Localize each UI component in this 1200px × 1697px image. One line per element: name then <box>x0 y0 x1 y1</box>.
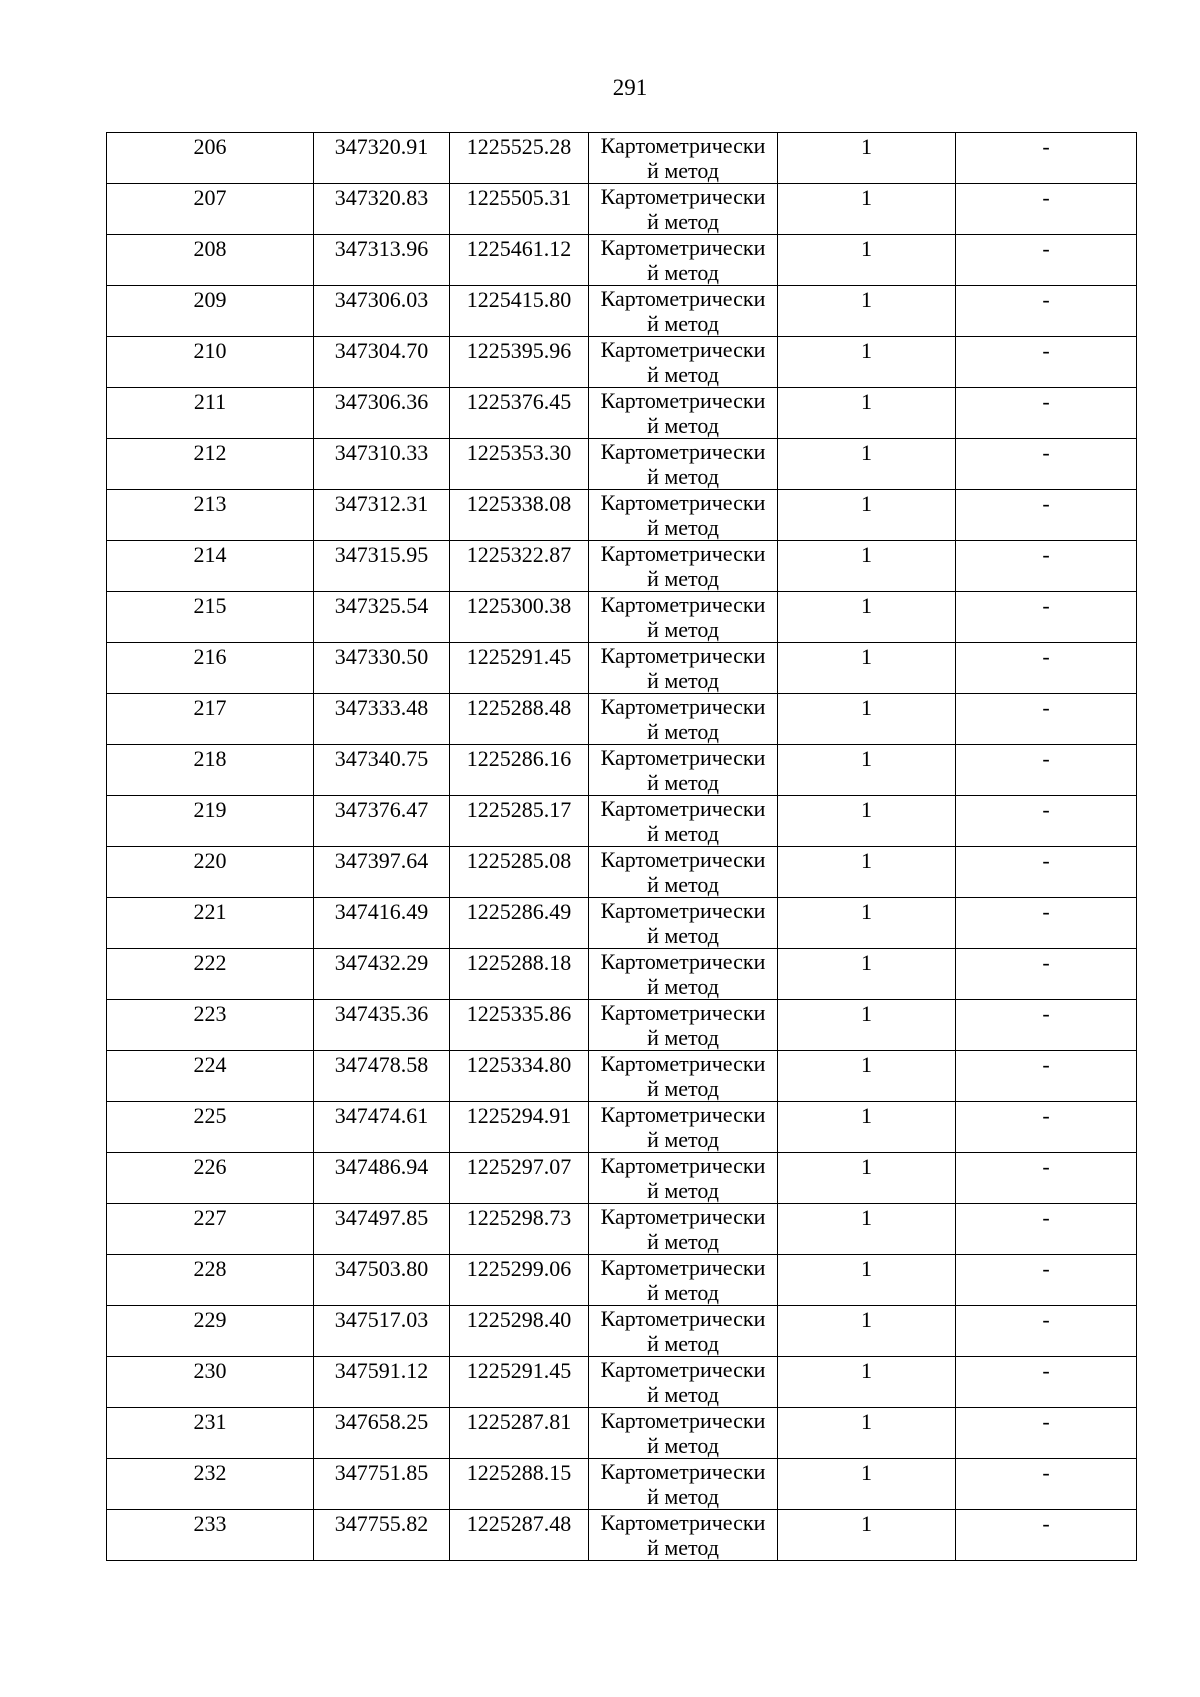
description-cell: - <box>956 643 1137 694</box>
precision-cell: 1 <box>778 1051 956 1102</box>
point-number-cell: 206 <box>107 133 314 184</box>
table-row <box>107 592 1137 643</box>
table-row <box>107 898 1137 949</box>
method-cell <box>589 847 778 898</box>
method-text-line-1: Картометрически <box>600 184 766 209</box>
description-cell: - <box>956 235 1137 286</box>
x-coordinate-cell: 347306.03 <box>314 286 450 337</box>
y-coordinate-cell: 1225288.18 <box>450 949 589 1000</box>
description-cell: - <box>956 184 1137 235</box>
method-text-line-2: й метод <box>647 158 719 183</box>
point-number-cell: 216 <box>107 643 314 694</box>
precision-cell: 1 <box>778 694 956 745</box>
x-coordinate-cell: 347397.64 <box>314 847 450 898</box>
description-cell: - <box>956 1102 1137 1153</box>
description-cell: - <box>956 490 1137 541</box>
method-text-line-1: Картометрически <box>600 1000 766 1025</box>
y-coordinate-cell: 1225334.80 <box>450 1051 589 1102</box>
y-coordinate-cell: 1225505.31 <box>450 184 589 235</box>
point-number-cell: 224 <box>107 1051 314 1102</box>
y-coordinate-cell: 1225298.40 <box>450 1306 589 1357</box>
description-cell: - <box>956 133 1137 184</box>
precision-cell: 1 <box>778 184 956 235</box>
table-row <box>107 388 1137 439</box>
x-coordinate-cell: 347751.85 <box>314 1459 450 1510</box>
x-coordinate-cell: 347474.61 <box>314 1102 450 1153</box>
table-row <box>107 541 1137 592</box>
y-coordinate-cell: 1225286.16 <box>450 745 589 796</box>
method-cell <box>589 439 778 490</box>
y-coordinate-cell: 1225353.30 <box>450 439 589 490</box>
precision-cell: 1 <box>778 133 956 184</box>
method-text-line-2: й метод <box>647 1076 719 1101</box>
method-text-line-1: Картометрически <box>600 796 766 821</box>
method-cell <box>589 337 778 388</box>
y-coordinate-cell: 1225286.49 <box>450 898 589 949</box>
y-coordinate-cell: 1225298.73 <box>450 1204 589 1255</box>
y-coordinate-cell: 1225288.48 <box>450 694 589 745</box>
method-text-line-1: Картометрически <box>600 235 766 260</box>
table-row <box>107 490 1137 541</box>
method-text-line-2: й метод <box>647 821 719 846</box>
x-coordinate-cell: 347310.33 <box>314 439 450 490</box>
method-cell <box>589 1204 778 1255</box>
method-cell <box>589 388 778 439</box>
method-text-line-1: Картометрически <box>600 847 766 872</box>
description-cell: - <box>956 796 1137 847</box>
method-text-line-2: й метод <box>647 1127 719 1152</box>
method-text-line-1: Картометрически <box>600 949 766 974</box>
point-number-cell: 212 <box>107 439 314 490</box>
method-text-line-1: Картометрически <box>600 1357 766 1382</box>
precision-cell: 1 <box>778 286 956 337</box>
method-text-line-2: й метод <box>647 515 719 540</box>
x-coordinate-cell: 347497.85 <box>314 1204 450 1255</box>
point-number-cell: 208 <box>107 235 314 286</box>
y-coordinate-cell: 1225288.15 <box>450 1459 589 1510</box>
method-cell <box>589 949 778 1000</box>
table-body <box>107 133 1137 1561</box>
table-row <box>107 1306 1137 1357</box>
precision-cell: 1 <box>778 337 956 388</box>
method-text-line-1: Картометрически <box>600 388 766 413</box>
method-text-line-2: й метод <box>647 974 719 999</box>
method-text-line-1: Картометрически <box>600 1102 766 1127</box>
x-coordinate-cell: 347416.49 <box>314 898 450 949</box>
precision-cell: 1 <box>778 949 956 1000</box>
y-coordinate-cell: 1225525.28 <box>450 133 589 184</box>
precision-cell: 1 <box>778 235 956 286</box>
description-cell: - <box>956 1000 1137 1051</box>
x-coordinate-cell: 347320.83 <box>314 184 450 235</box>
method-text-line-2: й метод <box>647 1025 719 1050</box>
method-text-line-2: й метод <box>647 770 719 795</box>
y-coordinate-cell: 1225291.45 <box>450 643 589 694</box>
y-coordinate-cell: 1225415.80 <box>450 286 589 337</box>
method-cell <box>589 592 778 643</box>
x-coordinate-cell: 347376.47 <box>314 796 450 847</box>
precision-cell: 1 <box>778 1459 956 1510</box>
method-text-line-1: Картометрически <box>600 1204 766 1229</box>
method-cell <box>589 694 778 745</box>
description-cell: - <box>956 1408 1137 1459</box>
x-coordinate-cell: 347340.75 <box>314 745 450 796</box>
y-coordinate-cell: 1225285.08 <box>450 847 589 898</box>
x-coordinate-cell: 347503.80 <box>314 1255 450 1306</box>
description-cell: - <box>956 745 1137 796</box>
y-coordinate-cell: 1225376.45 <box>450 388 589 439</box>
method-text-line-2: й метод <box>647 1433 719 1458</box>
x-coordinate-cell: 347591.12 <box>314 1357 450 1408</box>
method-cell <box>589 541 778 592</box>
x-coordinate-cell: 347315.95 <box>314 541 450 592</box>
point-number-cell: 231 <box>107 1408 314 1459</box>
x-coordinate-cell: 347658.25 <box>314 1408 450 1459</box>
method-text-line-1: Картометрически <box>600 1459 766 1484</box>
table-row <box>107 1510 1137 1561</box>
point-number-cell: 215 <box>107 592 314 643</box>
method-cell <box>589 1306 778 1357</box>
method-cell <box>589 286 778 337</box>
method-text-line-1: Картометрически <box>600 1510 766 1535</box>
point-number-cell: 221 <box>107 898 314 949</box>
precision-cell: 1 <box>778 388 956 439</box>
point-number-cell: 233 <box>107 1510 314 1561</box>
method-text-line-2: й метод <box>647 719 719 744</box>
precision-cell: 1 <box>778 1408 956 1459</box>
x-coordinate-cell: 347486.94 <box>314 1153 450 1204</box>
point-number-cell: 230 <box>107 1357 314 1408</box>
x-coordinate-cell: 347304.70 <box>314 337 450 388</box>
method-text-line-1: Картометрически <box>600 643 766 668</box>
x-coordinate-cell: 347320.91 <box>314 133 450 184</box>
precision-cell: 1 <box>778 1102 956 1153</box>
point-number-cell: 219 <box>107 796 314 847</box>
table-row <box>107 1000 1137 1051</box>
description-cell: - <box>956 1510 1137 1561</box>
table-row <box>107 1357 1137 1408</box>
method-text-line-1: Картометрически <box>600 1306 766 1331</box>
table-row <box>107 1204 1137 1255</box>
method-text-line-2: й метод <box>647 1535 719 1560</box>
y-coordinate-cell: 1225335.86 <box>450 1000 589 1051</box>
description-cell: - <box>956 1357 1137 1408</box>
method-text-line-2: й метод <box>647 617 719 642</box>
table-row <box>107 1051 1137 1102</box>
table-row <box>107 847 1137 898</box>
description-cell: - <box>956 286 1137 337</box>
method-text-line-2: й метод <box>647 923 719 948</box>
method-cell <box>589 1102 778 1153</box>
description-cell: - <box>956 541 1137 592</box>
method-text-line-2: й метод <box>647 1382 719 1407</box>
coordinates-table <box>106 132 1137 1561</box>
point-number-cell: 222 <box>107 949 314 1000</box>
y-coordinate-cell: 1225287.48 <box>450 1510 589 1561</box>
description-cell: - <box>956 1204 1137 1255</box>
description-cell: - <box>956 388 1137 439</box>
method-text-line-1: Картометрически <box>600 337 766 362</box>
method-cell <box>589 796 778 847</box>
point-number-cell: 207 <box>107 184 314 235</box>
method-text-line-1: Картометрически <box>600 898 766 923</box>
method-cell <box>589 1000 778 1051</box>
method-text-line-2: й метод <box>647 1229 719 1254</box>
table-row <box>107 133 1137 184</box>
description-cell: - <box>956 898 1137 949</box>
y-coordinate-cell: 1225338.08 <box>450 490 589 541</box>
y-coordinate-cell: 1225299.06 <box>450 1255 589 1306</box>
description-cell: - <box>956 439 1137 490</box>
x-coordinate-cell: 347435.36 <box>314 1000 450 1051</box>
method-cell <box>589 1255 778 1306</box>
precision-cell: 1 <box>778 490 956 541</box>
point-number-cell: 229 <box>107 1306 314 1357</box>
precision-cell: 1 <box>778 592 956 643</box>
method-text-line-2: й метод <box>647 362 719 387</box>
method-text-line-2: й метод <box>647 1484 719 1509</box>
method-cell <box>589 1153 778 1204</box>
method-text-line-2: й метод <box>647 209 719 234</box>
table-row <box>107 694 1137 745</box>
table-row <box>107 184 1137 235</box>
point-number-cell: 218 <box>107 745 314 796</box>
x-coordinate-cell: 347432.29 <box>314 949 450 1000</box>
method-text-line-1: Картометрически <box>600 490 766 515</box>
method-cell <box>589 1510 778 1561</box>
method-text-line-1: Картометрически <box>600 1408 766 1433</box>
method-cell <box>589 133 778 184</box>
precision-cell: 1 <box>778 1000 956 1051</box>
x-coordinate-cell: 347755.82 <box>314 1510 450 1561</box>
method-cell <box>589 643 778 694</box>
x-coordinate-cell: 347312.31 <box>314 490 450 541</box>
x-coordinate-cell: 347333.48 <box>314 694 450 745</box>
point-number-cell: 214 <box>107 541 314 592</box>
method-cell <box>589 235 778 286</box>
table-row <box>107 1153 1137 1204</box>
precision-cell: 1 <box>778 439 956 490</box>
x-coordinate-cell: 347306.36 <box>314 388 450 439</box>
point-number-cell: 209 <box>107 286 314 337</box>
y-coordinate-cell: 1225291.45 <box>450 1357 589 1408</box>
table-row <box>107 745 1137 796</box>
point-number-cell: 232 <box>107 1459 314 1510</box>
precision-cell: 1 <box>778 745 956 796</box>
y-coordinate-cell: 1225395.96 <box>450 337 589 388</box>
description-cell: - <box>956 949 1137 1000</box>
description-cell: - <box>956 694 1137 745</box>
table-row <box>107 796 1137 847</box>
page-number: 291 <box>612 75 648 100</box>
description-cell: - <box>956 1255 1137 1306</box>
table-row <box>107 949 1137 1000</box>
method-cell <box>589 490 778 541</box>
method-text-line-2: й метод <box>647 311 719 336</box>
table-row <box>107 286 1137 337</box>
point-number-cell: 227 <box>107 1204 314 1255</box>
method-text-line-2: й метод <box>647 566 719 591</box>
x-coordinate-cell: 347325.54 <box>314 592 450 643</box>
method-text-line-1: Картометрически <box>600 541 766 566</box>
method-text-line-1: Картометрически <box>600 1255 766 1280</box>
method-text-line-2: й метод <box>647 464 719 489</box>
precision-cell: 1 <box>778 1510 956 1561</box>
x-coordinate-cell: 347478.58 <box>314 1051 450 1102</box>
method-cell <box>589 1459 778 1510</box>
x-coordinate-cell: 347517.03 <box>314 1306 450 1357</box>
y-coordinate-cell: 1225297.07 <box>450 1153 589 1204</box>
method-cell <box>589 745 778 796</box>
point-number-cell: 228 <box>107 1255 314 1306</box>
point-number-cell: 210 <box>107 337 314 388</box>
method-text-line-1: Картометрически <box>600 439 766 464</box>
description-cell: - <box>956 592 1137 643</box>
method-text-line-1: Картометрически <box>600 1051 766 1076</box>
y-coordinate-cell: 1225287.81 <box>450 1408 589 1459</box>
y-coordinate-cell: 1225300.38 <box>450 592 589 643</box>
precision-cell: 1 <box>778 796 956 847</box>
table-row <box>107 1102 1137 1153</box>
method-text-line-2: й метод <box>647 872 719 897</box>
precision-cell: 1 <box>778 1255 956 1306</box>
description-cell: - <box>956 1306 1137 1357</box>
y-coordinate-cell: 1225294.91 <box>450 1102 589 1153</box>
method-cell <box>589 1051 778 1102</box>
point-number-cell: 225 <box>107 1102 314 1153</box>
table-row <box>107 235 1137 286</box>
precision-cell: 1 <box>778 898 956 949</box>
method-text-line-2: й метод <box>647 1280 719 1305</box>
method-text-line-2: й метод <box>647 1178 719 1203</box>
precision-cell: 1 <box>778 643 956 694</box>
table-row <box>107 1255 1137 1306</box>
point-number-cell: 213 <box>107 490 314 541</box>
method-text-line-2: й метод <box>647 668 719 693</box>
point-number-cell: 220 <box>107 847 314 898</box>
method-text-line-1: Картометрически <box>600 286 766 311</box>
table-row <box>107 439 1137 490</box>
method-cell <box>589 1408 778 1459</box>
method-text-line-1: Картометрически <box>600 592 766 617</box>
table-row <box>107 1459 1137 1510</box>
method-text-line-1: Картометрически <box>600 745 766 770</box>
precision-cell: 1 <box>778 1153 956 1204</box>
method-text-line-2: й метод <box>647 260 719 285</box>
precision-cell: 1 <box>778 1357 956 1408</box>
method-text-line-2: й метод <box>647 413 719 438</box>
method-text-line-2: й метод <box>647 1331 719 1356</box>
x-coordinate-cell: 347313.96 <box>314 235 450 286</box>
precision-cell: 1 <box>778 847 956 898</box>
table-row <box>107 643 1137 694</box>
point-number-cell: 217 <box>107 694 314 745</box>
method-text-line-1: Картометрически <box>600 133 766 158</box>
description-cell: - <box>956 847 1137 898</box>
precision-cell: 1 <box>778 541 956 592</box>
point-number-cell: 223 <box>107 1000 314 1051</box>
point-number-cell: 211 <box>107 388 314 439</box>
precision-cell: 1 <box>778 1306 956 1357</box>
description-cell: - <box>956 1153 1137 1204</box>
method-cell <box>589 898 778 949</box>
table-row <box>107 1408 1137 1459</box>
point-number-cell: 226 <box>107 1153 314 1204</box>
precision-cell: 1 <box>778 1204 956 1255</box>
y-coordinate-cell: 1225461.12 <box>450 235 589 286</box>
method-cell <box>589 1357 778 1408</box>
description-cell: - <box>956 1051 1137 1102</box>
method-text-line-1: Картометрически <box>600 1153 766 1178</box>
y-coordinate-cell: 1225285.17 <box>450 796 589 847</box>
y-coordinate-cell: 1225322.87 <box>450 541 589 592</box>
description-cell: - <box>956 337 1137 388</box>
table-row <box>107 337 1137 388</box>
method-cell <box>589 184 778 235</box>
method-text-line-1: Картометрически <box>600 694 766 719</box>
description-cell: - <box>956 1459 1137 1510</box>
x-coordinate-cell: 347330.50 <box>314 643 450 694</box>
